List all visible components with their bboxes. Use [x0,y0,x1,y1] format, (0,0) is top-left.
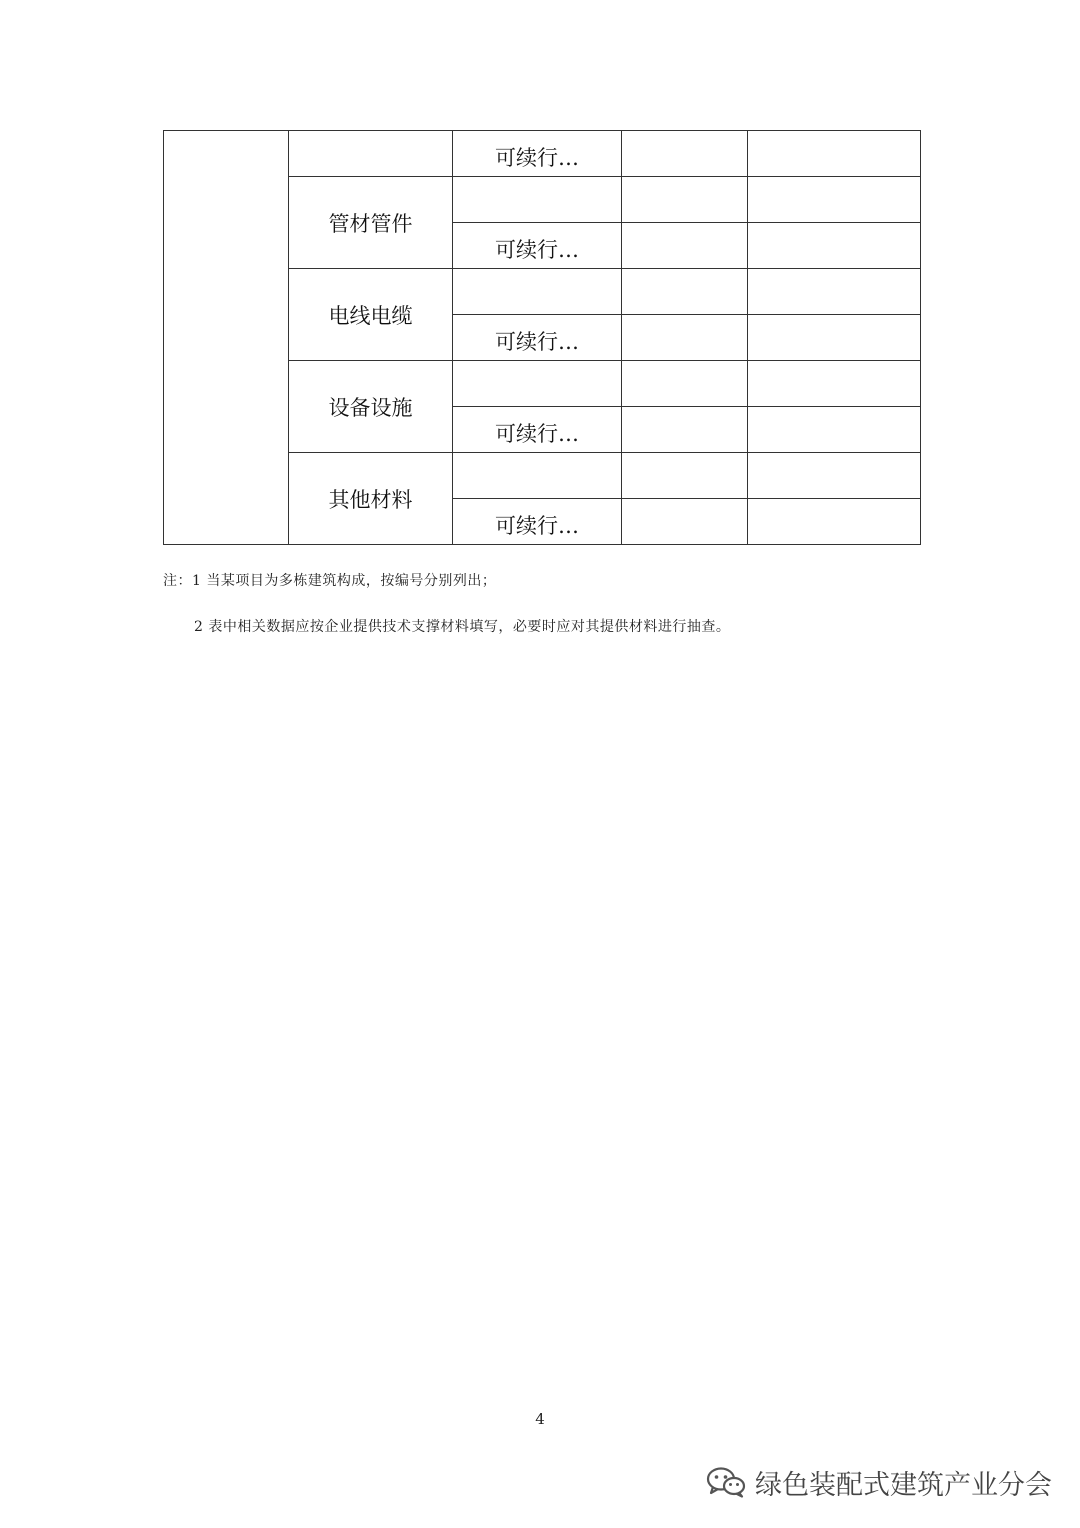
category-cell [164,131,289,545]
material-type-cell: 电线电缆 [289,269,453,361]
continue-row-label: 可续行… [453,407,622,453]
table-cell [453,453,622,499]
material-type-cell: 管材管件 [289,177,453,269]
table-cell [622,177,748,223]
materials-table [163,130,921,545]
table-cell [622,131,748,177]
table-cell [622,407,748,453]
table-cell [748,499,921,545]
table-cell [453,177,622,223]
material-type-cell [289,131,453,177]
watermark-text: 绿色装配式建筑产业分会 [755,1469,1052,1501]
material-type-cell: 其他材料 [289,453,453,545]
table-cell [622,315,748,361]
wechat-icon [705,1466,747,1498]
material-type-cell: 设备设施 [289,361,453,453]
table-cell [453,361,622,407]
table-cell [748,407,921,453]
table-cell [622,269,748,315]
table-cell [453,269,622,315]
table-cell [748,453,921,499]
watermark [705,1462,1052,1502]
table-note-1: 注：1 当某项目为多栋建筑构成，按编号分别列出； [163,573,497,589]
table-cell [748,131,921,177]
continue-row-label: 可续行… [453,223,622,269]
table-cell [748,315,921,361]
table-cell [748,361,921,407]
table-cell [748,177,921,223]
continue-row-label: 可续行… [453,499,622,545]
table-cell [622,361,748,407]
table-cell [622,499,748,545]
table-note-2: 2 表中相关数据应按企业提供技术支撑材料填写，必要时应对其提供材料进行抽查。 [194,619,731,635]
table-row [164,131,921,177]
page-number: 4 [535,1410,545,1428]
table-cell [748,223,921,269]
continue-row-label: 可续行… [453,131,622,177]
table-cell [622,453,748,499]
table-cell [748,269,921,315]
table-cell [622,223,748,269]
continue-row-label: 可续行… [453,315,622,361]
